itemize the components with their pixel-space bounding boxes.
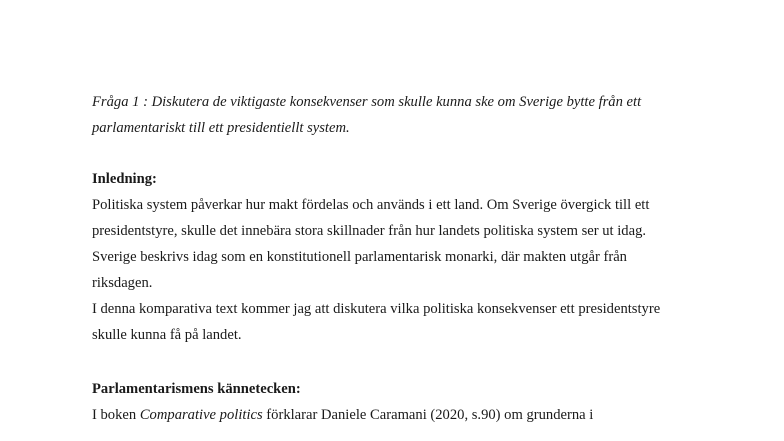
question-line-2: parlamentariskt till ett presidentiellt system. — [92, 120, 350, 136]
intro-line-4: riksdagen. — [92, 275, 153, 291]
book-title: Comparative politics — [139, 407, 263, 423]
section2-heading: Parlamentarismens kännetecken: — [92, 381, 301, 397]
intro-line-1: Politiska system påverkar hur makt fördelas och används i ett land. Om Sverige övergick till ett — [92, 197, 650, 213]
intro-line-6: skulle kunna få på landet. — [92, 327, 242, 343]
intro-line-2: presidentstyre, skulle det innebära stora skillnader från hur landets politiska system ser ut idag. — [92, 223, 647, 239]
question-line-1: Fråga 1 : Diskutera de viktigaste konsekvenser som skulle kunna ske om Sverige bytte från ett — [92, 94, 642, 110]
intro-line-3: Sverige beskrivs idag som en konstitutionell parlamentarisk monarki, där makten utgår från — [92, 249, 627, 265]
intro-heading: Inledning: — [92, 171, 157, 187]
section2-line-1 — [92, 406, 593, 424]
intro-line-5: I denna komparativa text kommer jag att diskutera vilka politiska konsekvenser ett presidentstyre — [92, 301, 661, 317]
section2-line-1-pre: I boken — [92, 407, 140, 423]
section2-line-1-post: förklarar Daniele Caramani (2020, s.90) om grunderna i — [262, 407, 594, 423]
